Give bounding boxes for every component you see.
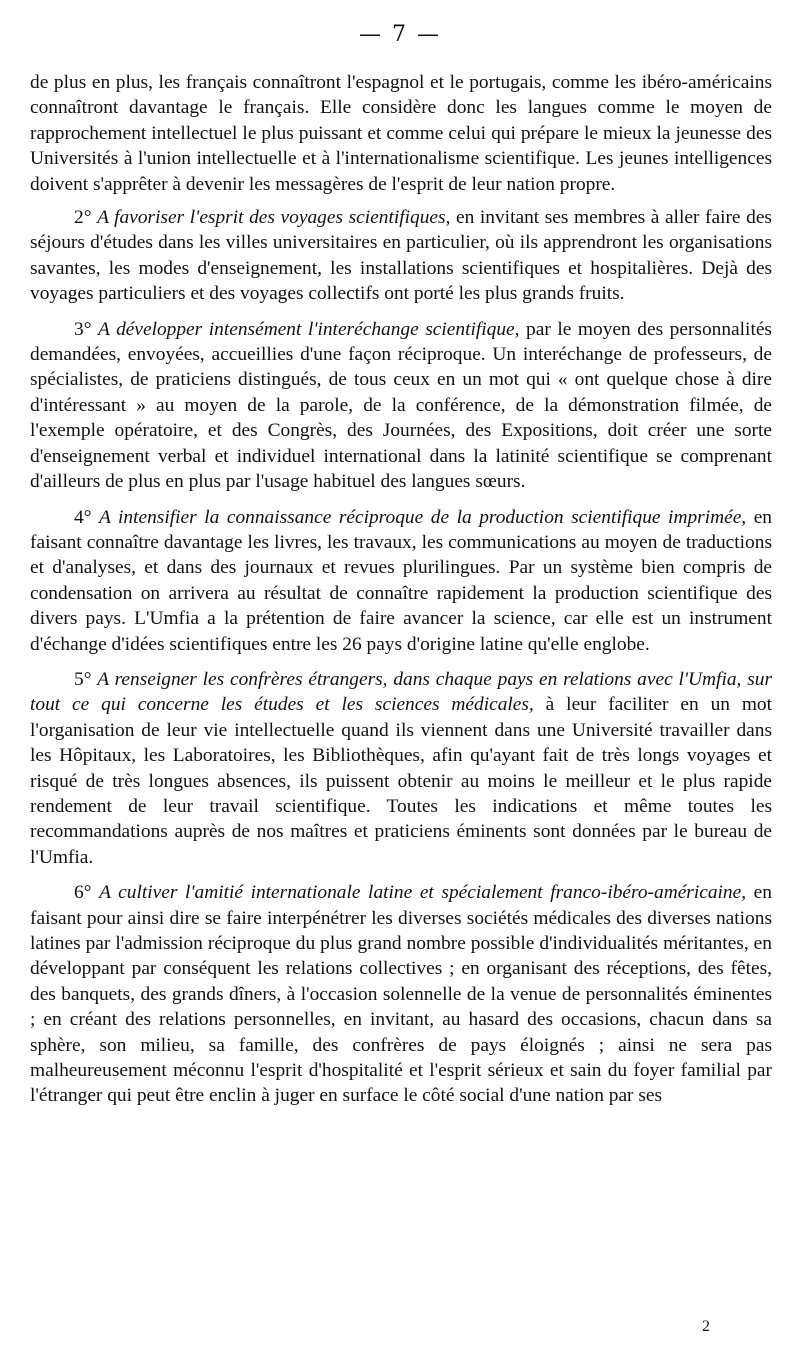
body-text xyxy=(30,70,772,1119)
item-heading: A cultiver l'amitié internationale latine et spécialement franco-ibéro-américaine, xyxy=(99,882,747,904)
paragraph-text: de plus en plus, les français connaîtront l'espagnol et le portugais, comme les ibéro-américains connaîtront davantage le français. Elle considère donc les langues comme le moyen de rapprochement intellectuel le plus puissant et comme celui qui prépare le mieux la jeunesse des Universités à l'union intellectuelle et à l'internationalisme scientifique. Les jeunes intelligences doivent s'apprêter à devenir les messagères de l'esprit de leur nation propre. xyxy=(30,72,772,195)
item-number: 6° xyxy=(74,882,92,904)
paragraph-item-4 xyxy=(30,505,772,657)
paragraph-text: par le moyen des personnalités demandées, envoyées, accueillies d'une façon réciproque. Un interéchange de professeurs, de spécialistes, de praticiens distingués, de tous ceux en un mot qui « ont quelque chose à dire d'intéressant » au moyen de la parole, de la conférence, de la démonstration filmée, de l'exemple opératoire, et des Congrès, des Journées, des Expositions, doit créer une sorte d'enseignement verbal et individuel international dans la latinité scientifique se comprenant d'ailleurs de plus en plus par l'usage habituel des langues sœurs. xyxy=(30,318,772,493)
paragraph-item-5 xyxy=(30,667,772,870)
item-heading: A favoriser l'esprit des voyages scientifiques, xyxy=(97,207,451,229)
item-heading: A intensifier la connaissance réciproque de la production scientifique imprimée, xyxy=(99,506,747,528)
paragraph-item-6 xyxy=(30,880,772,1109)
paragraph-item-3 xyxy=(30,317,772,495)
item-number: 3° xyxy=(74,318,92,340)
paragraph-text: à leur faciliter en un mot l'organisation de leur vie intellectuelle quand ils viennent dans une Université travailler dans les Hôpitaux, les Laboratoires, les Bibliothèques, afin qu'ayant fait de très longs voyages et risqué de très longues absences, ils puissent obtenir au moins le meilleur et le plus rapide rendement de leur travail scientifique. Toutes les indications et même toutes les recommandations auprès de nos maîtres et praticiens éminents sont données par le bureau de l'Umfia. xyxy=(30,694,773,868)
item-number: 2° xyxy=(74,207,92,229)
signature-mark: 2 xyxy=(702,1318,710,1335)
paragraph-text: en faisant connaître davantage les livres, les travaux, les communications au moyen de traductions et d'analyses, et dans des journaux et revues plurilingues. Par un système bien compris de condensation on arrivera au résultat de connaître rapidement la production scientifique des divers pays. L'Umfia a la prétention de faire avancer la science, car elle est un instrument d'échange d'idées scientifiques entre les 26 pays d'origine latine qu'elle englobe. xyxy=(30,506,772,655)
paragraph-text: en faisant pour ainsi dire se faire interpénétrer les diverses sociétés médicales des diverses nations latines par l'admission réciproque du plus grand nombre possible d'individualités méritantes, en développant par conséquent les relations collectives ; en organisant des réceptions, des fêtes, des banquets, des grands dîners, à l'occasion solennelle de la venue de personnalités éminentes ; en créant des relations personnelles, en invitant, au hasard des occasions, chacun dans sa sphère, son milieu, sa famille, des confrères de pays éloignés ; ainsi ne sera pas malheureusement méconnu l'esprit d'hospitalité et l'esprit sérieux et sain du foyer familial par l'étranger qui peut être enclin à juger en surface le côté social d'une nation par ses xyxy=(30,882,772,1107)
item-number: 5° xyxy=(74,668,92,690)
item-heading: A développer intensément l'interéchange scientifique, xyxy=(98,318,520,340)
paragraph-text: en invitant ses membres à aller faire des séjours d'études dans les villes universitaires en particulier, où ils apprendront les organisations savantes, les modes d'enseignement, les installations scientifiques et hospitalières. Dejà des voyages particuliers et des voyages collectifs ont porté les plus grands fruits. xyxy=(30,207,772,305)
paragraph-continuation xyxy=(30,70,772,197)
page-number: — 7 — xyxy=(359,22,441,47)
item-number: 4° xyxy=(74,506,92,528)
item-heading: A renseigner les confrères étrangers, dans chaque pays en relations avec l'Umfia, sur tout ce qui concerne les études et les sciences médicales, xyxy=(30,668,772,716)
paragraph-item-2 xyxy=(30,205,772,307)
